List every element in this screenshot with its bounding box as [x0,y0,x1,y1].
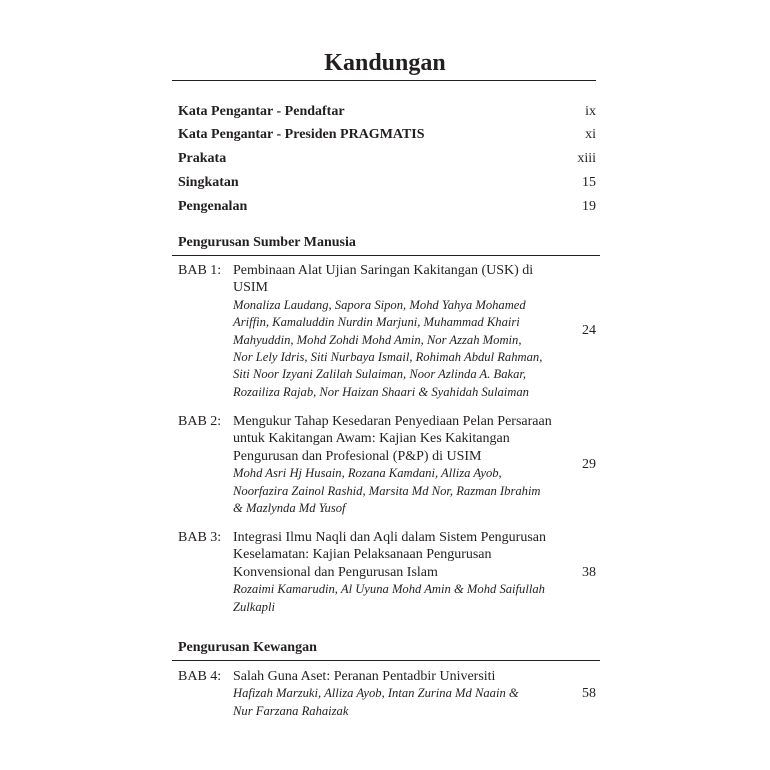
toc-entry[interactable] [178,127,596,145]
chapter-label: BAB 1: [178,263,222,278]
section-rule [172,255,600,256]
chapter-authors: Monaliza Laudang, Sapora Sipon, Mohd Yahya Mohamed [233,297,526,312]
chapter-label: BAB 3: [178,530,222,545]
entry-label: Singkatan [178,175,239,190]
page-number: 24 [582,323,596,338]
toc-entry[interactable] [178,199,596,217]
page-number: 19 [582,199,596,214]
page-number: 38 [582,565,596,580]
chapter-title: Integrasi Ilmu Naqli dan Aqli dalam Sistem Pengurusan [233,530,547,545]
chapter-authors: Rozailiza Rajab, Nor Haizan Shaari & Syahidah Sulaiman [233,384,529,399]
entry-label: Pengenalan [178,199,248,214]
page-number: xiii [577,151,596,166]
chapter-authors: Noorfazira Zainol Rashid, Marsita Md Nor, Razman Ibrahim [233,483,541,498]
chapter-authors: Nor Lely Idris, Siti Nurbaya Ismail, Rohimah Abdul Rahman, [233,350,543,365]
chapter-title: Salah Guna Aset: Peranan Pentadbir Universiti [233,669,496,684]
page-number: ix [585,104,596,119]
title-rule [172,80,596,81]
chapter-title: Keselamatan: Kajian Pelaksanaan Pengurusan [233,547,492,563]
toc-entry[interactable] [178,104,596,122]
page-number: 29 [582,457,596,472]
page-title: Kandungan [324,50,446,76]
chapter-entry[interactable] [178,529,596,616]
page-number: 58 [582,686,596,701]
toc-entry[interactable] [178,151,596,169]
chapter-authors: & Mazlynda Md Yusof [233,501,346,516]
chapter-entry[interactable] [178,413,596,517]
entry-label: Kata Pengantar - Pendaftar [178,104,345,119]
page-number: 15 [582,175,596,190]
chapter-label: BAB 4: [178,669,222,684]
chapter-title: Pengurusan dan Profesional (P&P) di USIM [233,448,482,464]
chapter-authors: Nur Farzana Rahaizak [233,703,349,718]
chapter-authors: Ariffin, Kamaluddin Nurdin Marjuni, Muhammad Khairi [233,315,520,330]
chapter-authors: Siti Noor Izyani Zalilah Sulaiman, Noor Azlinda A. Bakar, [233,367,527,382]
entry-label: Prakata [178,151,227,166]
page-number: xi [585,127,596,142]
chapter-authors: Hafizah Marzuki, Alliza Ayob, Intan Zurina Md Naain & [233,686,519,701]
chapter-entry[interactable] [178,668,596,720]
chapter-title: Konvensional dan Pengurusan Islam [233,564,438,580]
chapter-title: USIM [233,280,269,296]
chapter-label: BAB 2: [178,414,222,429]
chapter-title: Mengukur Tahap Kesedaran Penyediaan Pelan Persaraan [233,414,552,429]
chapter-authors: Rozaimi Kamarudin, Al Uyuna Mohd Amin & Mohd Saifullah [233,582,545,597]
chapter-authors: Mohd Asri Hj Husain, Rozana Kamdani, Alliza Ayob, [233,466,502,481]
section-heading: Pengurusan Kewangan [178,640,317,655]
chapter-title: untuk Kakitangan Awam: Kajian Kes Kakitangan [233,431,510,447]
entry-label: Kata Pengantar - Presiden PRAGMATIS [178,127,425,142]
section-rule [172,660,600,661]
section-heading: Pengurusan Sumber Manusia [178,235,356,250]
chapter-title: Pembinaan Alat Ujian Saringan Kakitangan (USK) di [233,263,534,278]
chapter-authors: Zulkapli [233,599,275,614]
chapter-authors: Mahyuddin, Mohd Zohdi Mohd Amin, Nor Azzah Momin, [233,332,522,347]
toc-entry[interactable] [178,175,596,193]
chapter-entry[interactable] [178,262,596,401]
